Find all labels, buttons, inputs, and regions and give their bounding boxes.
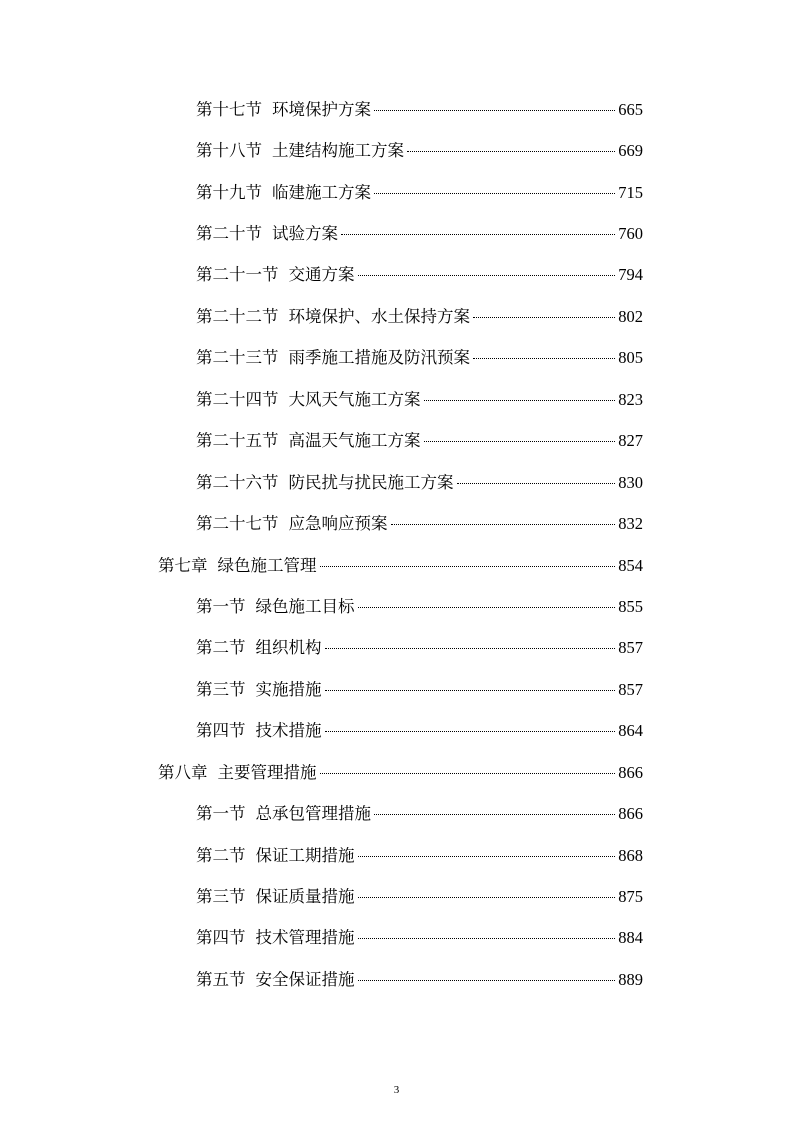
toc-entry-content <box>196 265 643 285</box>
toc-section-entry[interactable] <box>0 255 793 296</box>
toc-dot-leader <box>457 483 616 484</box>
toc-section-entry[interactable] <box>0 130 793 171</box>
toc-dot-leader <box>424 441 616 442</box>
toc-dot-leader <box>320 566 616 567</box>
toc-entry-page: 830 <box>618 472 643 492</box>
toc-entry-title: 应急响应预案 <box>288 514 388 534</box>
toc-section-entry[interactable] <box>0 172 793 213</box>
toc-dot-leader <box>473 317 615 318</box>
toc-dot-leader <box>473 358 615 359</box>
toc-entry-label: 第十八节 <box>196 141 262 161</box>
toc-entry-title: 主要管理措施 <box>217 762 317 782</box>
toc-dot-leader <box>358 897 616 898</box>
toc-dot-leader <box>407 151 615 152</box>
toc-entry-page: 857 <box>618 638 643 658</box>
toc-section-entry[interactable] <box>0 711 793 752</box>
toc-entry-content <box>196 846 643 866</box>
toc-dot-leader <box>358 275 616 276</box>
toc-dot-leader <box>424 400 616 401</box>
toc-section-entry[interactable] <box>0 586 793 627</box>
toc-entry-page: 665 <box>618 99 643 119</box>
toc-section-entry[interactable] <box>0 379 793 420</box>
toc-entry-title: 大风天气施工方案 <box>288 389 421 409</box>
toc-entry-title: 技术措施 <box>255 721 322 741</box>
toc-entry-title: 实施措施 <box>255 679 322 699</box>
toc-section-entry[interactable] <box>0 669 793 710</box>
toc-entry-label: 第一节 <box>196 804 246 824</box>
toc-entry-content <box>196 348 643 368</box>
toc-entry-page: 889 <box>618 969 643 989</box>
toc-dot-leader <box>391 524 616 525</box>
toc-entry-page: 794 <box>618 265 643 285</box>
toc-entry-page: 760 <box>618 224 643 244</box>
toc-section-entry[interactable] <box>0 835 793 876</box>
toc-entry-label: 第二节 <box>196 845 246 865</box>
toc-dot-leader <box>358 938 616 939</box>
toc-entry-label: 第二节 <box>196 638 246 658</box>
toc-entry-title: 绿色施工管理 <box>217 555 317 575</box>
toc-entry-label: 第二十二节 <box>196 306 279 326</box>
toc-section-entry[interactable] <box>0 338 793 379</box>
toc-entry-title: 保证工期措施 <box>255 845 355 865</box>
toc-entry-content <box>196 721 643 741</box>
toc-entry-title: 高温天气施工方案 <box>288 431 421 451</box>
toc-entry-page: 866 <box>618 762 643 782</box>
toc-entry-page: 855 <box>618 596 643 616</box>
toc-dot-leader <box>374 110 615 111</box>
toc-entry-content <box>196 100 643 120</box>
toc-dot-leader <box>325 731 616 732</box>
toc-entry-label: 第二十四节 <box>196 389 279 409</box>
toc-entry-content <box>196 597 643 617</box>
toc-entry-page: 715 <box>618 182 643 202</box>
toc-chapter-entry[interactable] <box>0 752 793 793</box>
toc-entry-content <box>196 390 643 410</box>
toc-section-entry[interactable] <box>0 296 793 337</box>
toc-entry-label: 第二十节 <box>196 224 262 244</box>
toc-entry-label: 第二十六节 <box>196 472 279 492</box>
toc-entry-page: 805 <box>618 348 643 368</box>
toc-entry-title: 交通方案 <box>288 265 355 285</box>
toc-entry-title: 保证质量措施 <box>255 887 355 907</box>
toc-entry-title: 防民扰与扰民施工方案 <box>288 472 454 492</box>
toc-entry-label: 第五节 <box>196 969 246 989</box>
toc-entry-title: 土建结构施工方案 <box>272 141 404 161</box>
toc-dot-leader <box>374 814 615 815</box>
toc-entry-content <box>158 763 643 783</box>
toc-entry-page: 823 <box>618 389 643 409</box>
toc-entry-label: 第十九节 <box>196 182 262 202</box>
toc-entry-page: 875 <box>618 887 643 907</box>
toc-dot-leader <box>320 773 616 774</box>
toc-section-entry[interactable] <box>0 918 793 959</box>
page-number: 3 <box>393 1084 400 1096</box>
toc-section-entry[interactable] <box>0 503 793 544</box>
toc-entry-page: 868 <box>618 845 643 865</box>
toc-entry-title: 组织机构 <box>255 638 322 658</box>
table-of-contents <box>0 89 793 1001</box>
toc-entry-page: 827 <box>618 431 643 451</box>
toc-entry-content <box>158 556 643 576</box>
toc-section-entry[interactable] <box>0 421 793 462</box>
toc-section-entry[interactable] <box>0 462 793 503</box>
toc-entry-content <box>196 887 643 907</box>
toc-section-entry[interactable] <box>0 959 793 1000</box>
toc-entry-title: 试验方案 <box>272 224 338 244</box>
toc-section-entry[interactable] <box>0 213 793 254</box>
toc-entry-content <box>196 638 643 658</box>
toc-entry-label: 第三节 <box>196 887 246 907</box>
toc-entry-title: 雨季施工措施及防汛预案 <box>288 348 470 368</box>
toc-entry-title: 临建施工方案 <box>272 182 371 202</box>
toc-dot-leader <box>358 980 616 981</box>
toc-entry-content <box>196 307 643 327</box>
toc-entry-content <box>196 224 643 244</box>
toc-entry-label: 第三节 <box>196 679 246 699</box>
toc-entry-page: 884 <box>618 928 643 948</box>
toc-entry-page: 854 <box>618 555 643 575</box>
toc-entry-label: 第四节 <box>196 928 246 948</box>
toc-entry-label: 第二十五节 <box>196 431 279 451</box>
toc-dot-leader <box>374 193 615 194</box>
toc-entry-label: 第一节 <box>196 596 246 616</box>
toc-entry-label: 第十七节 <box>196 99 262 119</box>
toc-entry-content <box>196 514 643 534</box>
toc-entry-content <box>196 183 643 203</box>
toc-entry-content <box>196 141 643 161</box>
toc-section-entry[interactable] <box>0 876 793 917</box>
toc-dot-leader <box>358 607 616 608</box>
toc-entry-title: 环境保护、水土保持方案 <box>288 306 470 326</box>
toc-entry-content <box>196 804 643 824</box>
toc-entry-content <box>196 970 643 990</box>
toc-entry-title: 总承包管理措施 <box>255 804 371 824</box>
toc-entry-title: 环境保护方案 <box>272 99 371 119</box>
toc-entry-content <box>196 431 643 451</box>
toc-entry-page: 866 <box>618 804 643 824</box>
toc-entry-page: 857 <box>618 679 643 699</box>
toc-entry-title: 安全保证措施 <box>255 969 355 989</box>
toc-entry-label: 第四节 <box>196 721 246 741</box>
toc-section-entry[interactable] <box>0 89 793 130</box>
toc-chapter-entry[interactable] <box>0 545 793 586</box>
toc-entry-label: 第八章 <box>158 762 208 782</box>
toc-entry-content <box>196 928 643 948</box>
toc-section-entry[interactable] <box>0 793 793 834</box>
toc-entry-content <box>196 680 643 700</box>
toc-entry-label: 第二十三节 <box>196 348 279 368</box>
toc-entry-page: 669 <box>618 141 643 161</box>
toc-dot-leader <box>341 234 615 235</box>
toc-entry-label: 第七章 <box>158 555 208 575</box>
toc-entry-label: 第二十七节 <box>196 514 279 534</box>
toc-entry-page: 832 <box>618 514 643 534</box>
toc-entry-page: 864 <box>618 721 643 741</box>
toc-entry-label: 第二十一节 <box>196 265 279 285</box>
toc-entry-title: 绿色施工目标 <box>255 596 355 616</box>
toc-dot-leader <box>325 648 616 649</box>
toc-section-entry[interactable] <box>0 628 793 669</box>
toc-dot-leader <box>325 690 616 691</box>
toc-entry-content <box>196 473 643 493</box>
toc-dot-leader <box>358 856 616 857</box>
toc-entry-page: 802 <box>618 306 643 326</box>
toc-entry-title: 技术管理措施 <box>255 928 355 948</box>
